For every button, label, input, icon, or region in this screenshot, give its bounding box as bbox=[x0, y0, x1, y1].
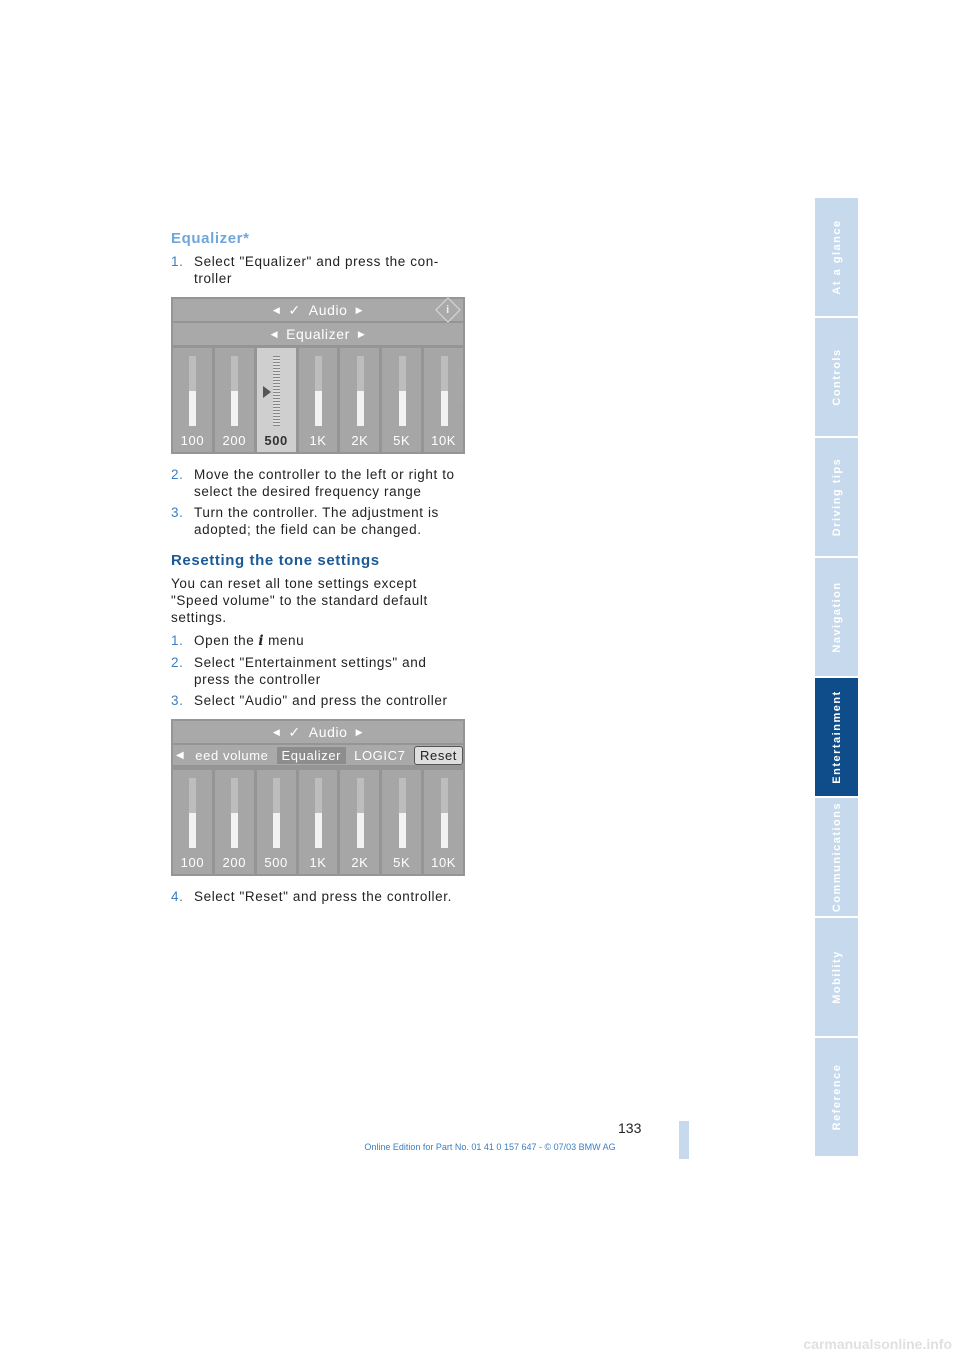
option-logic7: LOGIC7 bbox=[354, 747, 406, 763]
list-item: 4. Select "Reset" and press the controller. bbox=[171, 889, 452, 904]
reset-heading: Resetting the tone settings bbox=[171, 552, 380, 569]
audio-icon: ✓ bbox=[288, 301, 301, 318]
list-item: 2. Select "Entertainment settings" and press the controller bbox=[171, 655, 427, 687]
tab-at-a-glance[interactable]: At a glance bbox=[815, 198, 858, 316]
option-speed-volume: eed volume bbox=[195, 747, 269, 763]
band-10k: 10K bbox=[424, 348, 463, 452]
tab-navigation[interactable]: Navigation bbox=[815, 558, 858, 676]
band-500-selected: 500 bbox=[257, 348, 296, 452]
reset-steps-continued bbox=[171, 888, 466, 905]
screen-title-bar bbox=[173, 721, 463, 743]
screen-subtitle: Equalizer bbox=[286, 326, 350, 342]
arrow-right-icon: ▶ bbox=[355, 726, 364, 737]
chapter-tabs bbox=[815, 198, 858, 1158]
band-5k: 5K bbox=[382, 770, 421, 874]
arrow-right-icon: ▶ bbox=[357, 328, 366, 339]
equalizer-bands bbox=[173, 770, 463, 874]
equalizer-steps bbox=[171, 253, 466, 287]
pointer-icon bbox=[263, 386, 271, 398]
main-content bbox=[171, 230, 466, 909]
reset-button: Reset bbox=[414, 746, 463, 765]
watermark: carmanualsonline.info bbox=[803, 1336, 952, 1352]
info-icon: i bbox=[435, 297, 460, 322]
arrow-left-icon: ◀ bbox=[176, 749, 185, 761]
list-item: 3. Select "Audio" and press the controller bbox=[171, 693, 448, 708]
band-100: 100 bbox=[173, 348, 212, 452]
list-item: 1. Select "Equalizer" and press the con-troller bbox=[171, 254, 439, 286]
reset-intro: You can reset all tone settings except "Speed volume" to the standard default settings. bbox=[171, 576, 428, 625]
equalizer-heading: Equalizer* bbox=[171, 230, 250, 247]
band-10k: 10K bbox=[424, 770, 463, 874]
image-code: MN0102EEB bbox=[455, 786, 462, 826]
band-200: 200 bbox=[215, 348, 254, 452]
list-item: 2. Move the controller to the left or right to select the desired frequency range bbox=[171, 467, 455, 499]
screen-title: Audio bbox=[308, 724, 348, 740]
list-item: 3. Turn the controller. The adjustment is adopted; the field can be changed. bbox=[171, 505, 439, 537]
arrow-left-icon: ◀ bbox=[270, 328, 279, 339]
reset-screen bbox=[171, 719, 465, 876]
band-500: 500 bbox=[257, 770, 296, 874]
band-100: 100 bbox=[173, 770, 212, 874]
options-bar bbox=[173, 745, 463, 765]
list-item: 1. Open the i menu bbox=[171, 633, 305, 649]
band-2k: 2K bbox=[340, 770, 379, 874]
equalizer-steps-continued bbox=[171, 466, 466, 538]
reset-steps bbox=[171, 632, 466, 709]
screen-title-bar bbox=[173, 299, 463, 321]
screen-title: Audio bbox=[308, 302, 348, 318]
equalizer-bands bbox=[173, 348, 463, 452]
arrow-left-icon: ◀ bbox=[272, 304, 281, 315]
band-1k: 1K bbox=[299, 770, 338, 874]
band-2k: 2K bbox=[340, 348, 379, 452]
tab-reference[interactable]: Reference bbox=[815, 1038, 858, 1156]
image-code: MN0095EEB bbox=[455, 364, 462, 404]
page-marker bbox=[679, 1121, 689, 1159]
arrow-right-icon: ▶ bbox=[355, 304, 364, 315]
info-icon: i bbox=[258, 633, 265, 649]
tab-entertainment[interactable]: Entertainment bbox=[815, 678, 858, 796]
audio-icon: ✓ bbox=[288, 723, 301, 740]
tab-communications[interactable]: Communications bbox=[815, 798, 858, 916]
page-number: 133 bbox=[618, 1120, 642, 1136]
tab-controls[interactable]: Controls bbox=[815, 318, 858, 436]
option-equalizer: Equalizer bbox=[277, 747, 347, 764]
footer-text: Online Edition for Part No. 01 41 0 157 647 - © 07/03 BMW AG bbox=[364, 1142, 616, 1152]
arrow-left-icon: ◀ bbox=[272, 726, 281, 737]
tab-mobility[interactable]: Mobility bbox=[815, 918, 858, 1036]
equalizer-screen bbox=[171, 297, 465, 454]
tab-driving-tips[interactable]: Driving tips bbox=[815, 438, 858, 556]
band-200: 200 bbox=[215, 770, 254, 874]
band-5k: 5K bbox=[382, 348, 421, 452]
screen-subtitle-bar bbox=[173, 323, 463, 345]
band-1k: 1K bbox=[299, 348, 338, 452]
